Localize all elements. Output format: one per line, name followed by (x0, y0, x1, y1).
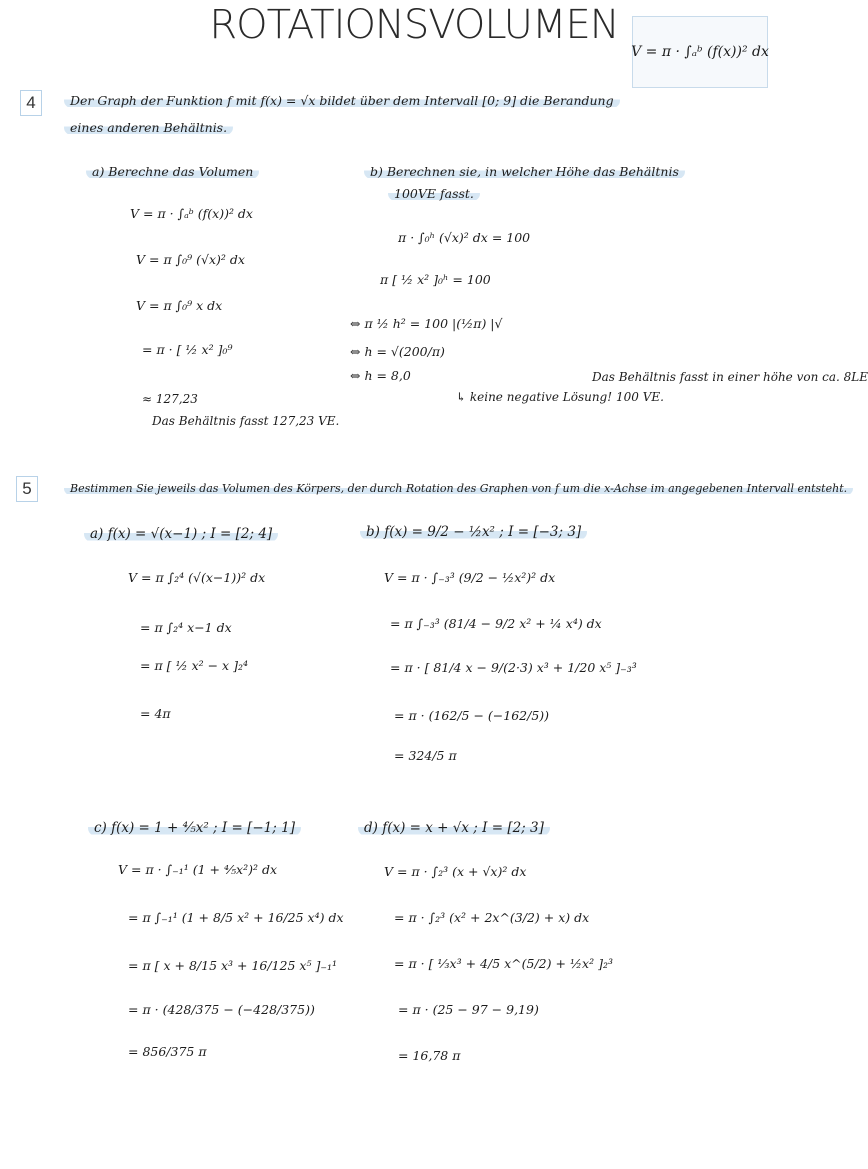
task-5b-heading: b) f(x) = 9/2 − ½x² ; I = [−3; 3] (360, 524, 587, 540)
task-4a-line-2: V = π ∫₀⁹ (√x)² dx (136, 252, 245, 267)
task-5c-line-4: = π · (428/375 − (−428/375)) (128, 1002, 315, 1017)
task-5c-line-1: V = π · ∫₋₁¹ (1 + ⅘x²)² dx (118, 862, 278, 877)
task-4b-note: ↳ keine negative Lösung! (456, 390, 613, 404)
task-5c-line-5: = 856/375 π (128, 1044, 207, 1059)
task-4-text-line2: eines anderen Behältnis. (64, 120, 233, 135)
task-4a-line-1: V = π · ∫ₐᵇ (f(x))² dx (130, 206, 253, 221)
task-5b-line-3: = π · [ 81/4 x − 9/(2·3) x³ + 1/20 x⁵ ]₋₃³ (390, 660, 637, 675)
task-4b-line-3: ⇔ π ½ h² = 100 |(½π) |√ (350, 316, 503, 331)
task-5a-line-2: = π ∫₂⁴ x−1 dx (140, 620, 232, 635)
task-4b-answer-line1: Das Behältnis fasst in einer höhe von ca. 8LE (592, 370, 868, 384)
task-4b-answer-line2: 100 VE. (616, 390, 664, 404)
task-5b-line-2: = π ∫₋₃³ (81/4 − 9/2 x² + ¼ x⁴) dx (390, 616, 602, 631)
task-5d-line-5: = 16,78 π (398, 1048, 461, 1063)
task-5c-line-2: = π ∫₋₁¹ (1 + 8/5 x² + 16/25 x⁴) dx (128, 910, 344, 925)
task-5b-line-1: V = π · ∫₋₃³ (9/2 − ½x²)² dx (384, 570, 556, 585)
task-4a-line-3: V = π ∫₀⁹ x dx (136, 298, 223, 313)
task-4b-line-2: π [ ½ x² ]₀ʰ = 100 (380, 272, 491, 287)
task-5a-line-4: = 4π (140, 706, 171, 721)
page-title: ROTATIONSVOLUMEN (209, 2, 619, 48)
task-5c-heading: c) f(x) = 1 + ⅘x² ; I = [−1; 1] (88, 820, 301, 836)
task-5b-line-5: = 324/5 π (394, 748, 457, 763)
task-4b-heading-line2: 100VE fasst. (388, 186, 480, 201)
task-5-text: Bestimmen Sie jeweils das Volumen des Körpers, der durch Rotation des Graphen von f um die x-Achse im angegebenen Intervall entsteht. (64, 482, 853, 495)
task-5d-line-2: = π · ∫₂³ (x² + 2x^(3/2) + x) dx (394, 910, 590, 925)
task-5d-line-1: V = π · ∫₂³ (x + √x)² dx (384, 864, 527, 879)
task-5-number: 5 (16, 476, 38, 502)
task-4a-line-4: = π · [ ½ x² ]₀⁹ (142, 342, 233, 357)
task-5c-line-3: = π [ x + 8/15 x³ + 16/125 x⁵ ]₋₁¹ (128, 958, 337, 973)
task-5d-line-3: = π · [ ⅓x³ + 4/5 x^(5/2) + ½x² ]₂³ (394, 956, 613, 971)
task-5a-line-3: = π [ ½ x² − x ]₂⁴ (140, 658, 248, 673)
task-4a-result: ≈ 127,23 (142, 392, 198, 406)
task-4-number: 4 (20, 90, 42, 116)
task-4b-line-5: ⇔ h = 8,0 (350, 368, 411, 383)
task-4b-heading-line1: b) Berechnen sie, in welcher Höhe das Behältnis (364, 164, 685, 179)
volume-formula: V = π · ∫ₐᵇ (f(x))² dx (631, 44, 769, 60)
volume-formula-box (632, 16, 768, 88)
task-5d-heading: d) f(x) = x + √x ; I = [2; 3] (358, 820, 550, 836)
task-4b-line-1: π · ∫₀ʰ (√x)² dx = 100 (398, 230, 531, 245)
task-5a-line-1: V = π ∫₂⁴ (√(x−1))² dx (128, 570, 266, 585)
task-5b-line-4: = π · (162/5 − (−162/5)) (394, 708, 550, 723)
task-5d-line-4: = π · (25 − 97 − 9,19) (398, 1002, 539, 1017)
task-4a-answer: Das Behältnis fasst 127,23 VE. (152, 414, 340, 428)
task-4a-heading: a) Berechne das Volumen (86, 164, 259, 179)
task-5a-heading: a) f(x) = √(x−1) ; I = [2; 4] (84, 526, 278, 542)
task-4b-line-4: ⇔ h = √(200/π) (350, 344, 445, 359)
task-4-text-line1: Der Graph der Funktion f mit f(x) = √x bildet über dem Intervall [0; 9] die Berandung (64, 93, 620, 108)
